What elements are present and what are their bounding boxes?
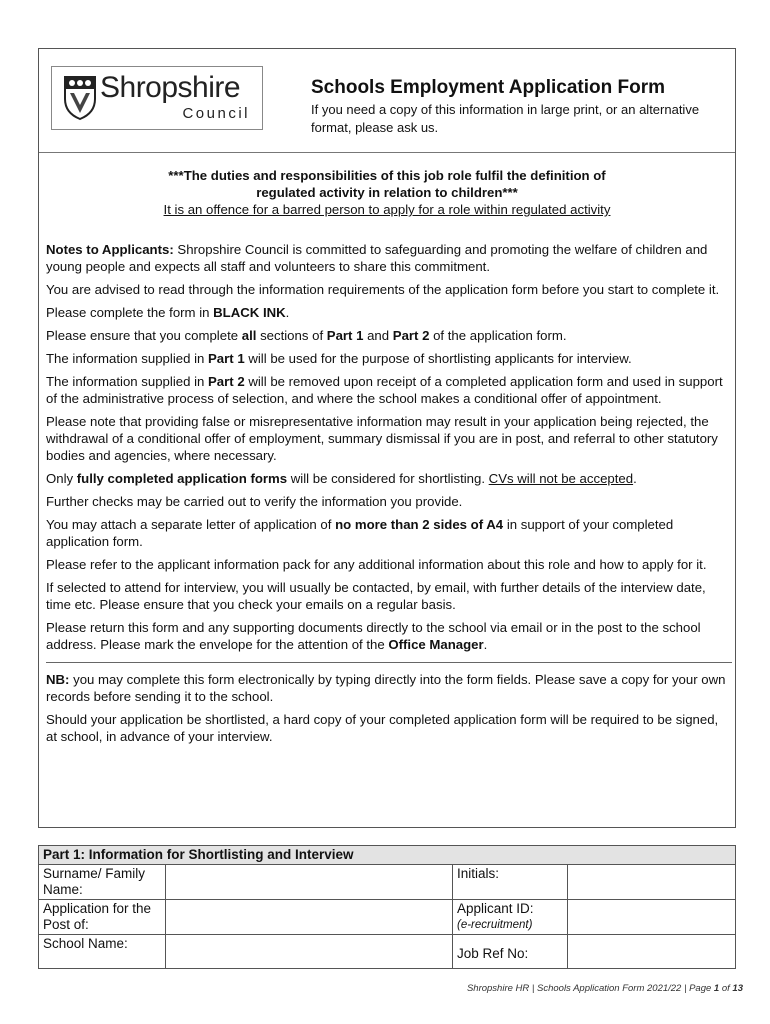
form-subtitle: If you need a copy of this information in large print, or an alternative format, please ask us. (311, 102, 700, 135)
part1-table (38, 845, 736, 969)
form-title: Schools Employment Application Form (311, 77, 665, 98)
job-ref-label: Job Ref No: (453, 935, 568, 969)
initials-field[interactable] (568, 865, 736, 900)
applicant-id-note: (e-recruitment) (457, 919, 533, 931)
surname-field[interactable] (166, 865, 453, 900)
job-ref-field[interactable] (568, 935, 736, 969)
divider (46, 662, 732, 663)
note-paragraph: Should your application be shortlisted, a hard copy of your completed application form will be required to be signed, at school, in advance of your interview. (46, 712, 719, 744)
initials-label: Initials: (453, 865, 568, 900)
note-paragraph: Please return this form and any supporting documents directly to the school via email or in the post to the school address. Please mark the envelope for the attention of the Office Manager. (46, 620, 701, 652)
regulated-line-3: It is an offence for a barred person to apply for a role within regulated activity (163, 202, 611, 217)
note-paragraph: If selected to attend for interview, you will usually be contacted, by email, with further details of the interview date, time etc. Please ensure that you check your emails on a regular basis. (46, 580, 706, 612)
form-header (39, 49, 735, 153)
nb-paragraph: NB: you may complete this form electronically by typing directly into the form fields. Please save a copy for your own records before sending it to the school. (46, 672, 726, 704)
note-paragraph: Please ensure that you complete all sections of Part 1 and Part 2 of the application form. (46, 328, 567, 343)
form-frame (38, 48, 736, 828)
note-paragraph: Please refer to the applicant information pack for any additional information about this role and how to apply for it. (46, 557, 707, 572)
note-paragraph: You may attach a separate letter of application of no more than 2 sides of A4 in support of your completed application form. (46, 517, 674, 549)
page-footer: Shropshire HR | Schools Application Form 2021/22 | Page 1 of 13 (466, 983, 743, 994)
note-paragraph: Please complete the form in BLACK INK. (46, 305, 290, 320)
council-logo (51, 66, 263, 130)
note-paragraph: Further checks may be carried out to verify the information you provide. (46, 494, 463, 509)
regulated-line-2: regulated activity in relation to children*** (256, 185, 518, 200)
school-field[interactable] (166, 935, 453, 969)
logo-subtext: Council (182, 105, 250, 122)
note-paragraph: The information supplied in Part 2 will be removed upon receipt of a completed application form and used in support of the administrative process of selection, and where the school makes a conditional offer of appointment. (46, 374, 723, 406)
regulated-line-1: ***The duties and responsibilities of this job role fulfil the definition of (168, 168, 606, 183)
note-paragraph: Only fully completed application forms will be considered for shortlisting. CVs will not be accepted. (46, 471, 637, 486)
applicant-id-field[interactable] (568, 900, 736, 935)
applicant-id-label: Applicant ID: (457, 901, 534, 916)
note-paragraph: You are advised to read through the information requirements of the application form before you start to complete it. (46, 282, 720, 297)
note-paragraph: Please note that providing false or misrepresentative information may result in your application being rejected, the withdrawal of a conditional offer of employment, summary dismissal if you are in post, and referral to other statutory bodies and agencies, where necessary. (46, 414, 718, 463)
logo-wordmark: Shropshire (100, 71, 241, 104)
note-paragraph: Notes to Applicants: Shropshire Council is committed to safeguarding and promoting the welfare of children and young people and expects all staff and volunteers to share this commitment. (46, 242, 708, 274)
part1-heading: Part 1: Information for Shortlisting and Interview (39, 846, 736, 865)
post-label: Application for the Post of: (39, 900, 166, 935)
school-label: School Name: (39, 935, 166, 969)
notes-to-applicants (46, 241, 732, 751)
crest-icon (62, 75, 98, 121)
post-field[interactable] (166, 900, 453, 935)
note-paragraph: The information supplied in Part 1 will be used for the purpose of shortlisting applicants for interview. (46, 351, 632, 366)
surname-label: Surname/ Family Name: (39, 865, 166, 900)
applicant-id-label-cell (453, 900, 568, 935)
regulated-activity-notice (39, 167, 735, 218)
